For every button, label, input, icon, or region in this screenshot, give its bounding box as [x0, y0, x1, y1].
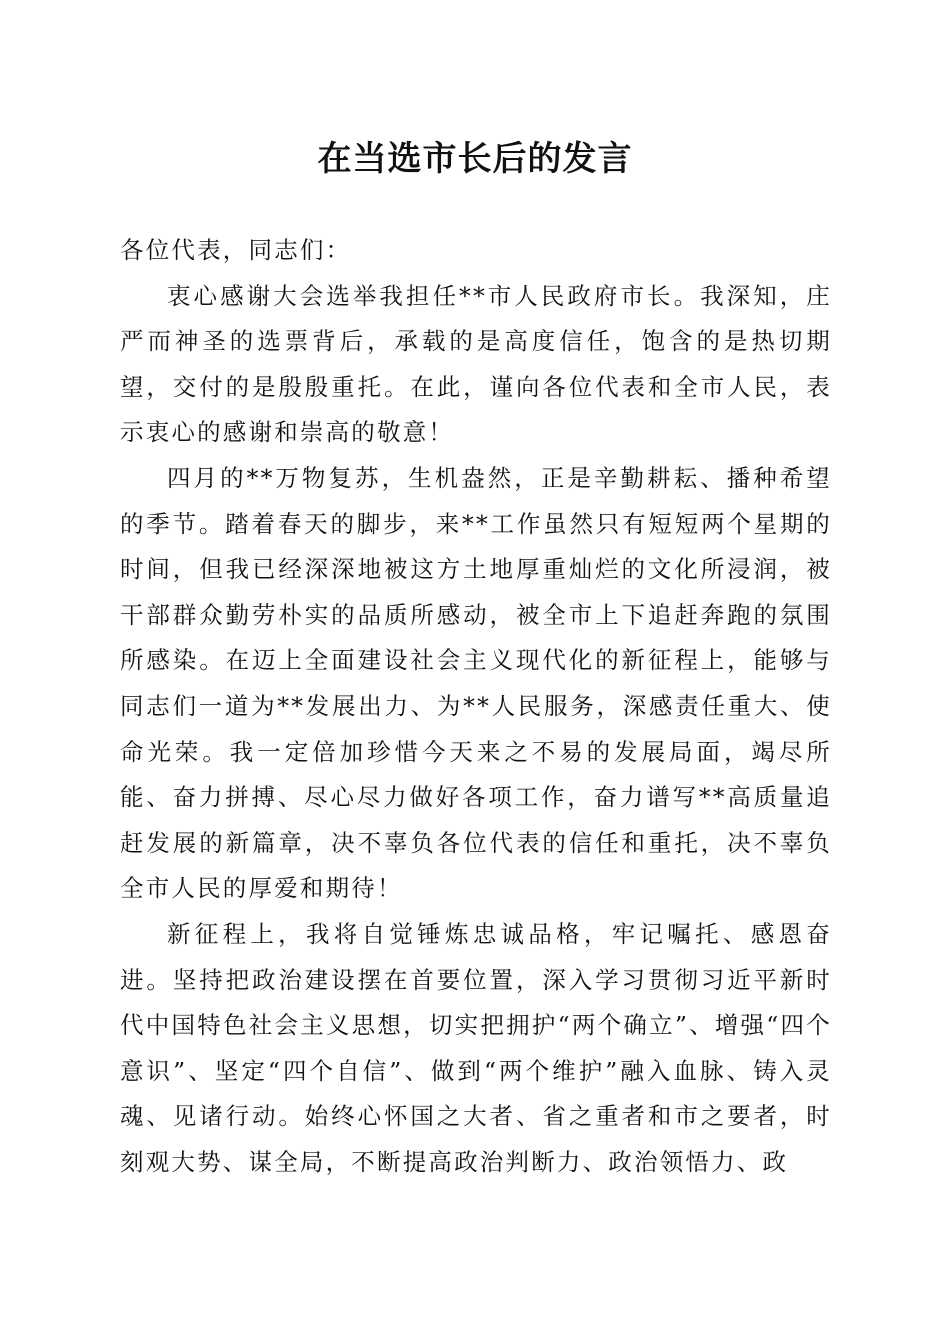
paragraph-3: 新征程上，我将自觉锤炼忠诚品格，牢记嘱托、感恩奋进。坚持把政治建设摆在首要位置，深入学习贯彻习近平新时代中国特色社会主义思想，切实把拥护“两个确立”、增强“四个意识”、坚定“四个自信”、做到“两个维护”融入血脉、铸入灵魂、见诸行动。始终心怀国之大者、省之重者和市之要者，时刻观大势、谋全局，不断提高政治判断力、政治领悟力、政: [120, 919, 832, 1176]
document-body: [120, 228, 832, 1185]
document-title: 在当选市长后的发言: [317, 139, 633, 179]
paragraph-2: 四月的**万物复苏，生机盎然，正是辛勤耕耘、播种希望的季节。踏着春天的脚步，来**工作虽然只有短短两个星期的时间，但我已经深深地被这方土地厚重灿烂的文化所浸润，被干部群众勤劳朴实的品质所感动，被全市上下追赶奔跑的氛围所感染。在迈上全面建设社会主义现代化的新征程上，能够与同志们一道为**发展出力、为**人民服务，深感责任重大、使命光荣。我一定倍加珍惜今天来之不易的发展局面，竭尽所能、奋力拼搏、尽心尽力做好各项工作，奋力谱写**高质量追赶发展的新篇章，决不辜负各位代表的信任和重托，决不辜负全市人民的厚爱和期待！: [120, 463, 832, 903]
paragraph-1: 衷心感谢大会选举我担任**市人民政府市长。我深知，庄严而神圣的选票背后，承载的是高度信任，饱含的是热切期望，交付的是殷殷重托。在此，谨向各位代表和全市人民，表示衷心的感谢和崇高的敬意！: [120, 281, 832, 447]
salutation: 各位代表，同志们：: [120, 236, 352, 264]
